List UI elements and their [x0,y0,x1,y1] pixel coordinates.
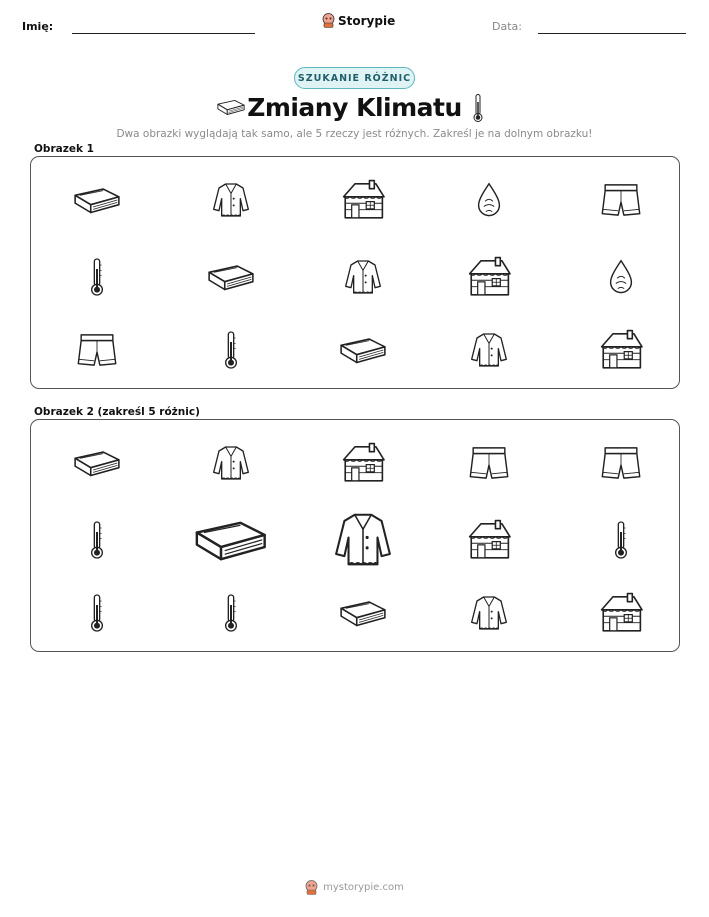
name-line[interactable] [72,33,255,34]
footer-url[interactable]: mystorypie.com [323,882,404,893]
book-icon [72,184,122,216]
picture1-label: Obrazek 1 [34,143,94,155]
shorts-icon[interactable] [599,445,643,481]
book-icon[interactable] [338,597,388,629]
shorts-icon [75,332,119,368]
book-icon [338,334,388,366]
coat-icon [343,256,383,298]
house-icon[interactable] [463,519,515,561]
house-icon [595,329,647,371]
thermometer-icon[interactable] [613,517,629,563]
coat-icon [211,179,251,221]
brand [322,13,395,28]
picture2-label: Obrazek 2 (zakreśl 5 różnic) [34,406,200,418]
coat-icon[interactable] [211,442,251,484]
name-label: Imię: [22,20,54,33]
book-icon[interactable] [192,515,270,565]
storypie-logo-icon [305,880,318,895]
coat-icon[interactable] [469,592,509,634]
thermometer-icon [223,327,239,373]
page-title: Zmiany Klimatu [247,93,462,122]
book-icon [206,261,256,293]
thermometer-icon[interactable] [89,590,105,636]
thermometer-icon [89,254,105,300]
footer [0,880,709,895]
house-icon[interactable] [595,592,647,634]
house-icon [337,179,389,221]
book-icon[interactable] [72,447,122,479]
thermometer-icon[interactable] [223,590,239,636]
house-icon[interactable] [337,442,389,484]
thermometer-icon[interactable] [89,517,105,563]
thermometer-icon [472,93,484,123]
shorts-icon[interactable] [467,445,511,481]
brand-name: Storypie [338,13,396,28]
activity-badge: SZUKANIE RÓŻNIC [294,67,415,89]
storypie-logo-icon [322,13,335,28]
picture2-panel[interactable] [30,419,680,652]
drop-icon [476,179,502,221]
coat-icon [469,329,509,371]
house-icon [463,256,515,298]
coat-icon[interactable] [332,507,394,572]
date-label: Data: [492,20,522,33]
picture1-panel [30,156,680,389]
shorts-icon [599,182,643,218]
instructions: Dwa obrazki wyglądają tak samo, ale 5 rzeczy jest różnych. Zakreśl je na dolnym obrazku! [116,128,593,140]
drop-icon [608,256,634,298]
date-line[interactable] [538,33,686,34]
